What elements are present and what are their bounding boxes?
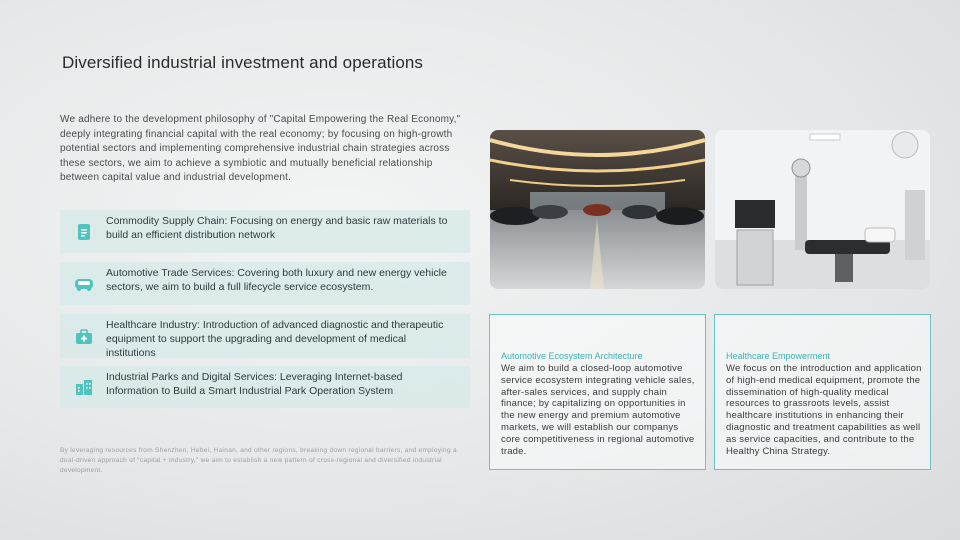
document-icon	[74, 222, 94, 242]
card-healthcare	[60, 314, 470, 358]
footer-note: By leveraging resources from Shenzhen, Hebei, Hainan, and other regions, breaking down regional barriers, and employing a dual-driven approach of "capital + industry," we aim to establish a new pattern of cross-regional and diversified industrial development.	[60, 447, 457, 474]
healthcare-body: We focus on the introduction and application of high-end medical equipment, promote the dissemination of high-quality medical resources to grassroots levels, assist healthcare institutions in enhancing their diagnostic and treatment capabilities as well as service capacities, and contribute to the Healthy China Strategy.	[726, 363, 922, 457]
card-text: Automotive Trade Services: Covering both luxury and new energy vehicle sectors, we aim to build a full lifecycle service ecosystem.	[106, 267, 447, 293]
card-automotive	[60, 262, 470, 305]
building-icon	[74, 377, 94, 397]
automotive-info-box	[489, 314, 706, 470]
automotive-body: We aim to build a closed-loop automotive service ecosystem integrating vehicle sales, after-sales services, and supply chain finance; by capitalizing on opportunities in the new energy and premium automotive markets, we will establish our companys core competitiveness in regional automotive trade.	[501, 363, 695, 457]
card-text: Industrial Parks and Digital Services: Leveraging Internet-based Information to Build a Smart Industrial Park Operation System	[106, 371, 403, 397]
car-icon	[74, 274, 94, 294]
card-text: Commodity Supply Chain: Focusing on energy and basic raw materials to build an efficient distribution network	[106, 215, 448, 241]
intro-paragraph: We adhere to the development philosophy of "Capital Empowering the Real Economy," deeply integrating financial capital with the real economy; by focusing on high-growth potential sectors and implementing comprehensive industrial chain strategies across these sectors, we aim to achieve a symbiotic and mutually beneficial relationship between capital value and industrial development.	[60, 114, 461, 183]
medical-kit-icon	[74, 327, 94, 347]
card-supply-chain	[60, 210, 470, 253]
automotive-heading: Automotive Ecosystem Architecture	[501, 351, 643, 361]
healthcare-heading: Healthcare Empowerment	[726, 351, 831, 361]
operating-room-photo	[715, 130, 930, 289]
car-showroom-photo	[490, 130, 705, 289]
healthcare-info-box	[714, 314, 931, 470]
card-industrial-parks	[60, 366, 470, 408]
page-title: Diversified industrial investment and operations	[62, 53, 424, 72]
card-text: Healthcare Industry: Introduction of advanced diagnostic and therapeutic equipment to support the upgrading and development of medical institutions	[106, 319, 444, 359]
